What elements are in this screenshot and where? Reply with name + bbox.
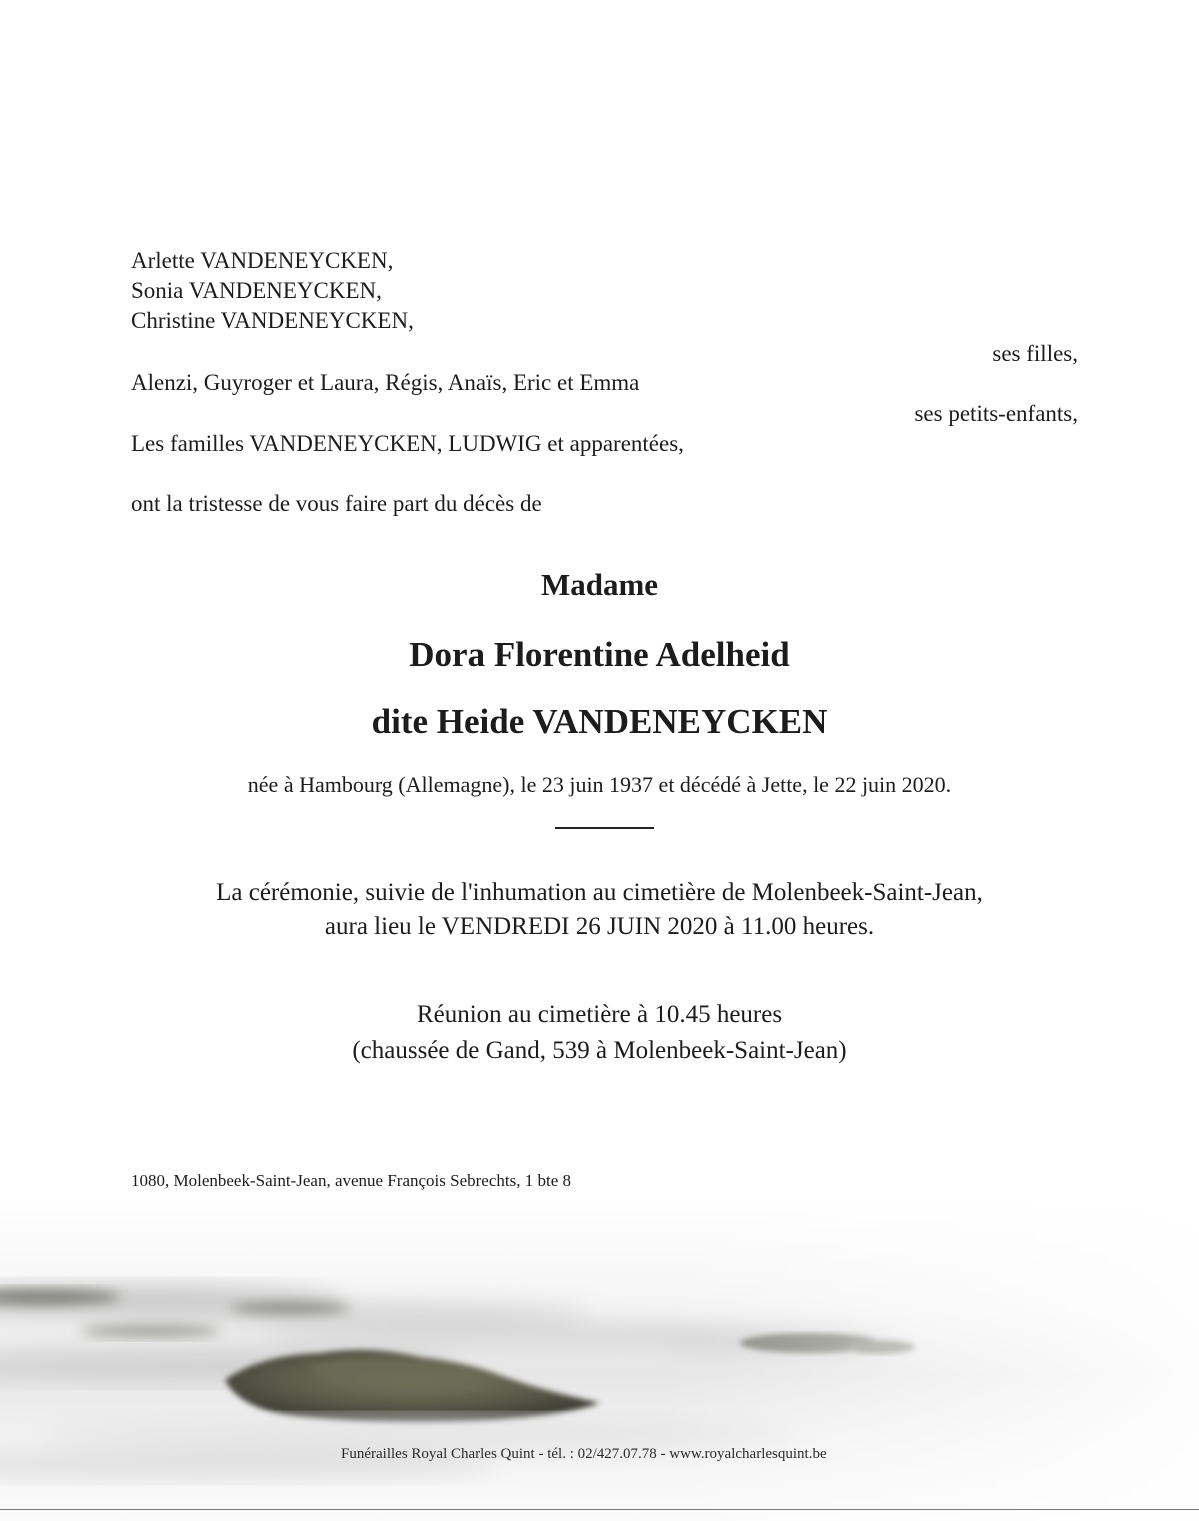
- daughters-list: [131, 246, 414, 336]
- meeting-line-2: (chaussée de Gand, 539 à Molenbeek-Saint-Jean): [352, 1037, 847, 1064]
- deceased-name: dite Heide VANDENEYCKEN: [371, 702, 828, 741]
- grandchildren-names: Alenzi, Guyroger et Laura, Régis, Anaïs, Eric et Emma: [131, 370, 640, 395]
- ceremony-line-2: aura lieu le VENDREDI 26 JUIN 2020 à 11.00 heures.: [324, 913, 875, 940]
- families-line: Les familles VANDENEYCKEN, LUDWIG et apparentées,: [131, 431, 684, 456]
- daughter-name: Christine VANDENEYCKEN,: [131, 308, 414, 333]
- daughters-relation: ses filles,: [992, 341, 1078, 366]
- daughter-name: Sonia VANDENEYCKEN,: [131, 278, 382, 303]
- address-line: 1080, Molenbeek-Saint-Jean, avenue François Sebrechts, 1 bte 8: [131, 1171, 571, 1190]
- ceremony-line-1: La cérémonie, suivie de l'inhumation au cimetière de Molenbeek-Saint-Jean,: [216, 879, 983, 906]
- funeral-home-footer: Funérailles Royal Charles Quint - tél. : 02/427.07.78 - www.royalcharlesquint.be: [341, 1446, 827, 1462]
- deceased-given-names: Dora Florentine Adelheid: [409, 635, 790, 674]
- seascape-image: [0, 1195, 1199, 1521]
- deceased-title: Madame: [540, 567, 659, 602]
- announcement-line: ont la tristesse de vous faire part du décès de: [131, 491, 542, 516]
- meeting-line-1: Réunion au cimetière à 10.45 heures: [416, 1001, 783, 1028]
- page-edge-line: [0, 1509, 1199, 1510]
- daughter-name: Arlette VANDENEYCKEN,: [131, 248, 394, 273]
- divider: [555, 827, 654, 829]
- grandchildren-relation: ses petits-enfants,: [914, 401, 1078, 426]
- deceased-dates: née à Hambourg (Allemagne), le 23 juin 1937 et décédé à Jette, le 22 juin 2020.: [247, 772, 952, 797]
